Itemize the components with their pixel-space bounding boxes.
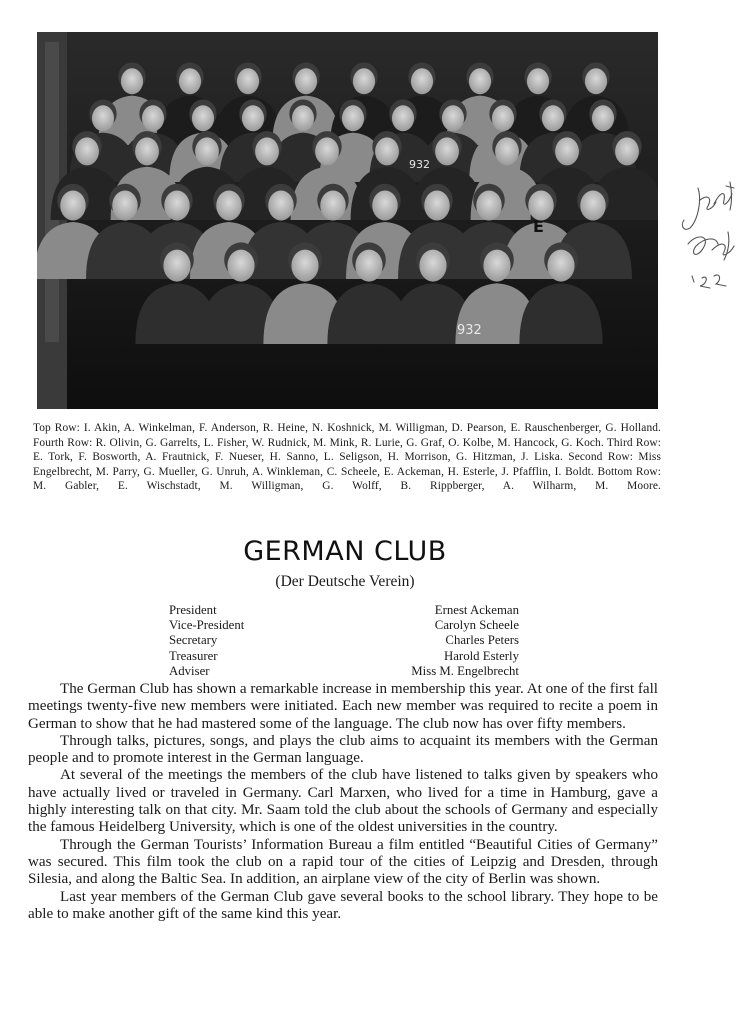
person-face bbox=[291, 250, 318, 282]
person-face bbox=[268, 191, 294, 221]
group-photo bbox=[37, 32, 658, 409]
person-face bbox=[353, 68, 375, 94]
person-face bbox=[483, 250, 510, 282]
person-face bbox=[135, 137, 159, 165]
person-face bbox=[372, 191, 398, 221]
person-face bbox=[580, 191, 606, 221]
person-face bbox=[179, 68, 201, 94]
sweater-e: E bbox=[533, 217, 544, 236]
person-face bbox=[615, 137, 639, 165]
person-face bbox=[355, 250, 382, 282]
caption-text: Top Row: I. Akin, A. Winkelman, F. Anderson, R. Heine, N. Koshnick, M. Willigman, D. Pearson, E. Rauschenberger, G. Holland. Fourth Row: R. Olivin, G. Garrelts, L. Fisher, W. Rudnick, M. Mink, R. Lurie, G. Graf, O. Kolbe, M. Hancock, G. Koch. Third Row: E. Tork, F. Bosworth, A. Frautnick, F. Nueser, H. Sanno, L. Seligson, H. Morrison, G. Hitzman, J. Liska. Second Row: Miss Engelbrecht, M. Parry, G. Mueller, G. Unruh, A. Winkleman, C. Scheele, E. Ackeman, H. Esterle, J. Pfafflin, I. Boldt. Bottom Row: M. Gabler, E. Wischstadt, M. Willigman, G. Wolff, B. Rippberger, A. Wilharm, M. Moore. bbox=[33, 422, 661, 493]
officer-name: Ernest Ackeman bbox=[434, 603, 519, 617]
person-face bbox=[495, 137, 519, 165]
person-face bbox=[227, 250, 254, 282]
person-face bbox=[411, 68, 433, 94]
person-face bbox=[476, 191, 502, 221]
photo-caption bbox=[33, 421, 661, 494]
paragraph: Through the German Tourists’ Information Bureau a film entitled “Beautiful Cities of Germany” was secured. This film took the club on a rapid tour of the cities of Leipzig and Dresden, through Silesia, and along the Baltic Sea. In addition, an airplane view of the city of Berlin was shown. bbox=[28, 836, 658, 888]
officer-role: President bbox=[169, 603, 217, 617]
person-face bbox=[216, 191, 242, 221]
person-face bbox=[375, 137, 399, 165]
person-face bbox=[542, 105, 564, 131]
officer-name: Carolyn Scheele bbox=[434, 618, 519, 633]
page-title: GERMAN CLUB bbox=[243, 536, 447, 567]
person-face bbox=[292, 105, 314, 131]
person-face bbox=[492, 105, 514, 131]
person-face bbox=[585, 68, 607, 94]
group-photo-icon bbox=[37, 32, 658, 409]
person-face bbox=[75, 137, 99, 165]
person-face bbox=[163, 250, 190, 282]
officer-row bbox=[169, 618, 519, 633]
handwritten-signature-icon bbox=[668, 180, 750, 300]
article-body bbox=[28, 681, 658, 923]
person-face bbox=[237, 68, 259, 94]
officer-role: Treasurer bbox=[169, 648, 218, 663]
person-face bbox=[142, 105, 164, 131]
person-face bbox=[242, 105, 264, 131]
person-face bbox=[435, 137, 459, 165]
person-face bbox=[424, 191, 450, 221]
paragraph: At several of the meetings the members of the club have listened to talks given by speakers who have actually lived or traveled in Germany. Carl Marxen, who lived for a time in Hamburg, gave a highly interesting talk on that city. Mr. Saam told the club about the schools of Germany and especially the famous Heidelberg University, which is one of the oldest universities in the country. bbox=[28, 767, 658, 836]
person-face bbox=[469, 68, 491, 94]
person-face bbox=[121, 68, 143, 94]
officers-list bbox=[169, 603, 519, 679]
person-face bbox=[320, 191, 346, 221]
paragraph: Through talks, pictures, songs, and plays the club aims to acquaint its members with the German people and to promote interest in the German language. bbox=[28, 732, 658, 767]
officer-row bbox=[169, 603, 519, 618]
page-subtitle: (Der Deutsche Verein) bbox=[275, 573, 415, 590]
person-face bbox=[547, 250, 574, 282]
person-face bbox=[92, 105, 114, 131]
officer-name: Miss M. Engelbrecht bbox=[411, 663, 519, 678]
person-face bbox=[195, 137, 219, 165]
sweater-932-b: 932 bbox=[457, 323, 482, 338]
person-face bbox=[315, 137, 339, 165]
person-face bbox=[592, 105, 614, 131]
officer-role: Secretary bbox=[169, 633, 218, 648]
person-face bbox=[342, 105, 364, 131]
officer-name: Charles Peters bbox=[445, 633, 519, 648]
officer-role: Vice-President bbox=[169, 618, 245, 633]
officer-row bbox=[169, 649, 519, 664]
person-face bbox=[164, 191, 190, 221]
officer-role: Adviser bbox=[169, 663, 210, 678]
person-face bbox=[392, 105, 414, 131]
officer-name: Harold Esterly bbox=[444, 648, 519, 663]
person-face bbox=[192, 105, 214, 131]
person-face bbox=[442, 105, 464, 131]
person-face bbox=[527, 68, 549, 94]
officer-row bbox=[169, 633, 519, 648]
person-face bbox=[555, 137, 579, 165]
person-face bbox=[419, 250, 446, 282]
paragraph: Last year members of the German Club gave several books to the school library. They hope to be able to make another gift of the same kind this year. bbox=[28, 888, 658, 922]
paragraph: The German Club has shown a remarkable increase in membership this year. At one of the first fall meetings twenty-five new members were initiated. Each new member was required to recite a poem in German to show that he had mastered some of the language. The club now has over fifty members. bbox=[28, 681, 658, 732]
person-face bbox=[295, 68, 317, 94]
person-face bbox=[112, 191, 138, 221]
person-face bbox=[60, 191, 86, 221]
person-face bbox=[255, 137, 279, 165]
officer-row bbox=[169, 664, 519, 679]
sweater-932-a: 932 bbox=[409, 158, 430, 171]
person-face bbox=[528, 191, 554, 221]
